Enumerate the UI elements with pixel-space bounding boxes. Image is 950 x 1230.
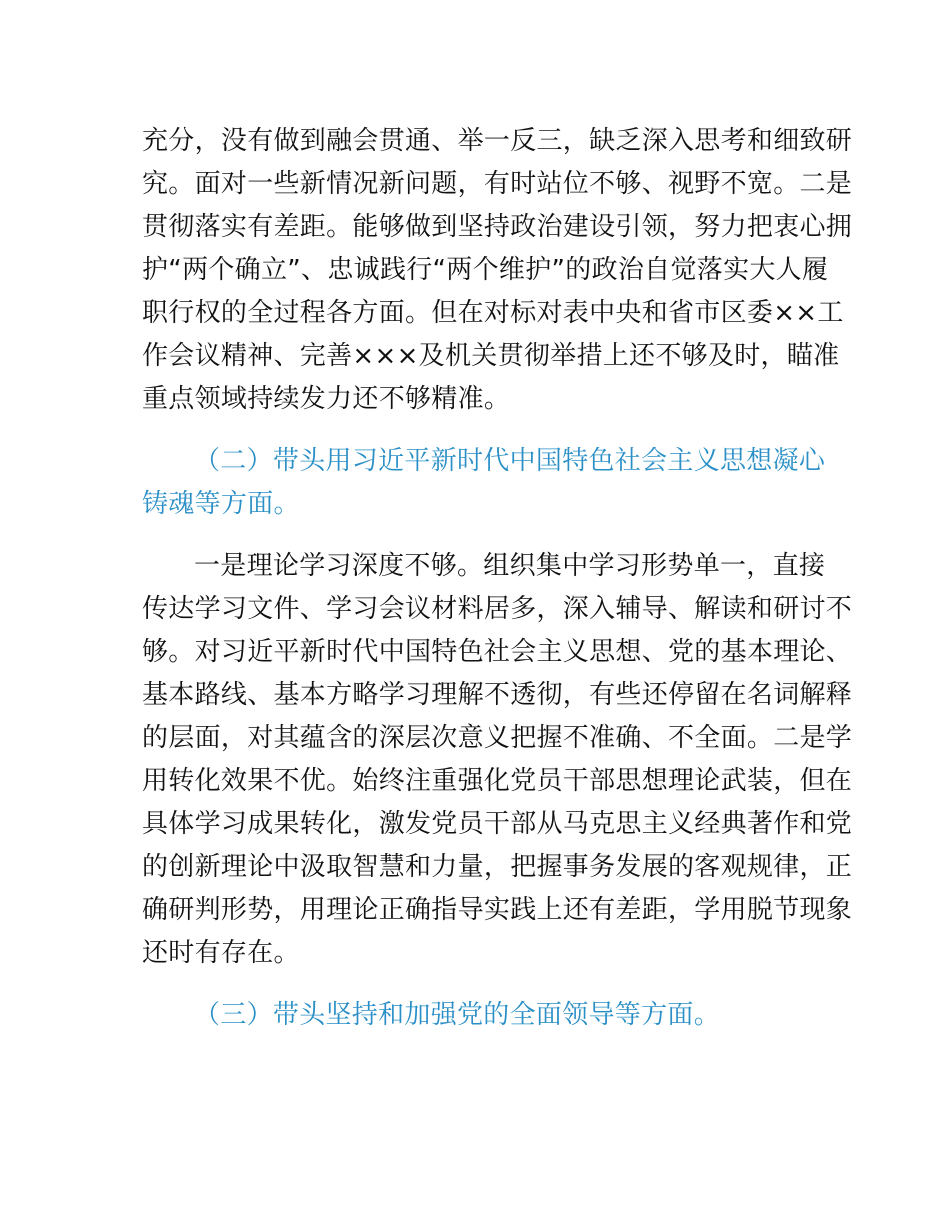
paragraph-line: 具体学习成果转化，激发党员干部从马克思主义经典著作和党 xyxy=(142,809,853,839)
paragraph-line: 究。面对一些新情况新问题，有时站位不够、视野不宽。二是 xyxy=(142,169,853,199)
paragraph-line: 职行权的全过程各方面。但在对标对表中央和省市区委××工 xyxy=(142,298,844,328)
paragraph-line: 够。对习近平新时代中国特色社会主义思想、党的基本理论、 xyxy=(142,637,853,667)
paragraph-line: 的创新理论中汲取智慧和力量，把握事务发展的客观规律，正 xyxy=(142,852,853,882)
section-heading-line: （三）带头坚持和加强党的全面领导等方面。 xyxy=(194,1000,721,1030)
paragraph-line: 充分，没有做到融会贯通、举一反三，缺乏深入思考和细致研 xyxy=(142,126,853,156)
section-heading-line: （二）带头用习近平新时代中国特色社会主义思想凝心 xyxy=(194,446,826,476)
paragraph-line: 一是理论学习深度不够。组织集中学习形势单一，直接 xyxy=(194,551,826,581)
paragraph-line: 确研判形势，用理论正确指导实践上还有差距，学用脱节现象 xyxy=(142,895,853,925)
paragraph-line: 用转化效果不优。始终注重强化党员干部思想理论武装，但在 xyxy=(142,766,853,796)
section-heading-line: 铸魂等方面。 xyxy=(142,489,300,519)
paragraph-line: 重点领域持续发力还不够精准。 xyxy=(142,384,511,414)
paragraph-line: 还时有存在。 xyxy=(142,938,300,968)
paragraph-line: 作会议精神、完善×××及机关贯彻举措上还不够及时，瞄准 xyxy=(142,341,840,371)
paragraph-line: 护“两个确立”、忠诚践行“两个维护”的政治自觉落实大人履 xyxy=(142,255,829,285)
paragraph-line: 的层面，对其蕴含的深层次意义把握不准确、不全面。二是学 xyxy=(142,723,853,753)
paragraph-line: 传达学习文件、学习会议材料居多，深入辅导、解读和研讨不 xyxy=(142,594,853,624)
paragraph-line: 贯彻落实有差距。能够做到坚持政治建设引领，努力把衷心拥 xyxy=(142,212,853,242)
paragraph-line: 基本路线、基本方略学习理解不透彻，有些还停留在名词解释 xyxy=(142,680,853,710)
